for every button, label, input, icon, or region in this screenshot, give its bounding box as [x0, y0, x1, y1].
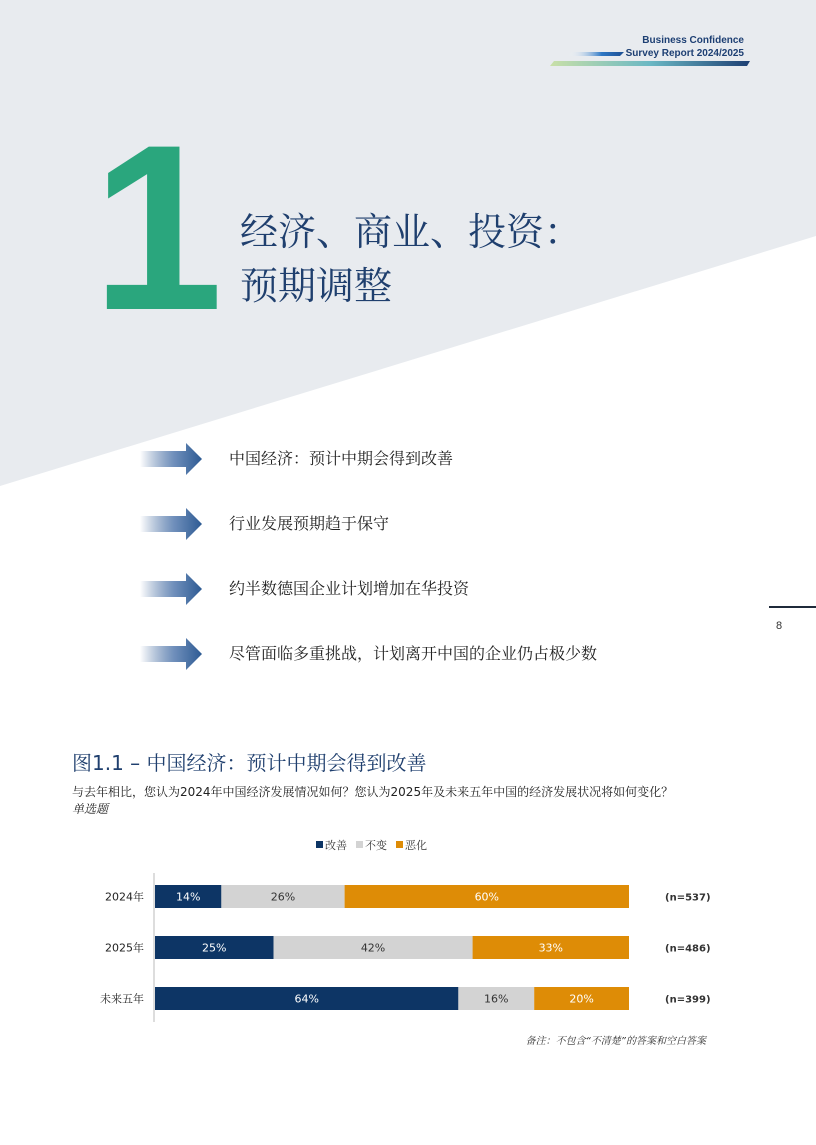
legend-swatch — [316, 841, 323, 848]
sample-size-label: (n=486) — [665, 943, 711, 955]
key-point-text: 行业发展预期趋于保守 — [229, 514, 390, 533]
legend-label: 恶化 — [405, 839, 427, 852]
arrow-right-icon — [140, 506, 204, 542]
arrow-right-icon — [140, 571, 204, 607]
figure-question: 与去年相比，您认为2024年中国经济发展情况如何？您认为2025年及未来五年中国的经济发展状况将如何变化？ — [72, 785, 674, 799]
stacked-bar-chart — [0, 830, 816, 1030]
brand-line-2: Survey Report 2024/2025 — [625, 48, 744, 59]
data-label: 20% — [569, 992, 594, 1006]
data-label: 25% — [202, 941, 227, 955]
category-label: 2025年 — [105, 941, 144, 955]
chapter-title-line-1: 经济、商业、投资： — [240, 210, 583, 254]
legend-label: 改善 — [325, 839, 347, 852]
sample-size-label: (n=399) — [665, 994, 711, 1006]
brand-stripe-graphic — [548, 48, 750, 68]
key-point-text: 中国经济：预计中期会得到改善 — [229, 449, 454, 468]
figure-note: 备注：不包含“不清楚”的答案和空白答案 — [525, 1036, 706, 1047]
data-label: 14% — [175, 890, 201, 904]
brand-line-1: Business Confidence — [642, 35, 744, 46]
category-label: 2024年 — [105, 890, 144, 904]
page-number: 8 — [776, 620, 783, 632]
chapter-title-line-2: 预期调整 — [240, 264, 393, 308]
chapter-number: 1 — [92, 96, 220, 360]
category-label: 未来五年 — [100, 992, 144, 1006]
sample-size-label: (n=537) — [665, 892, 711, 904]
legend-swatch — [396, 841, 403, 848]
key-point-text: 尽管面临多重挑战，计划离开中国的企业仍占极少数 — [229, 644, 598, 663]
data-label: 16% — [484, 992, 509, 1006]
legend-label: 不变 — [365, 839, 387, 852]
data-label: 26% — [270, 890, 296, 904]
figure-title: 图1.1 – 中国经济：预计中期会得到改善 — [72, 751, 427, 775]
legend-swatch — [356, 841, 363, 848]
arrow-right-icon — [140, 441, 204, 477]
data-label: 33% — [538, 941, 564, 955]
data-label: 42% — [360, 941, 386, 955]
chapter-title — [240, 205, 582, 313]
page-number-rule — [769, 606, 816, 608]
key-point-text: 约半数德国企业计划增加在华投资 — [229, 579, 470, 598]
figure-question-type: 单选题 — [72, 802, 109, 816]
data-label: 64% — [294, 992, 319, 1006]
data-label: 60% — [474, 890, 500, 904]
arrow-right-icon — [140, 636, 204, 672]
